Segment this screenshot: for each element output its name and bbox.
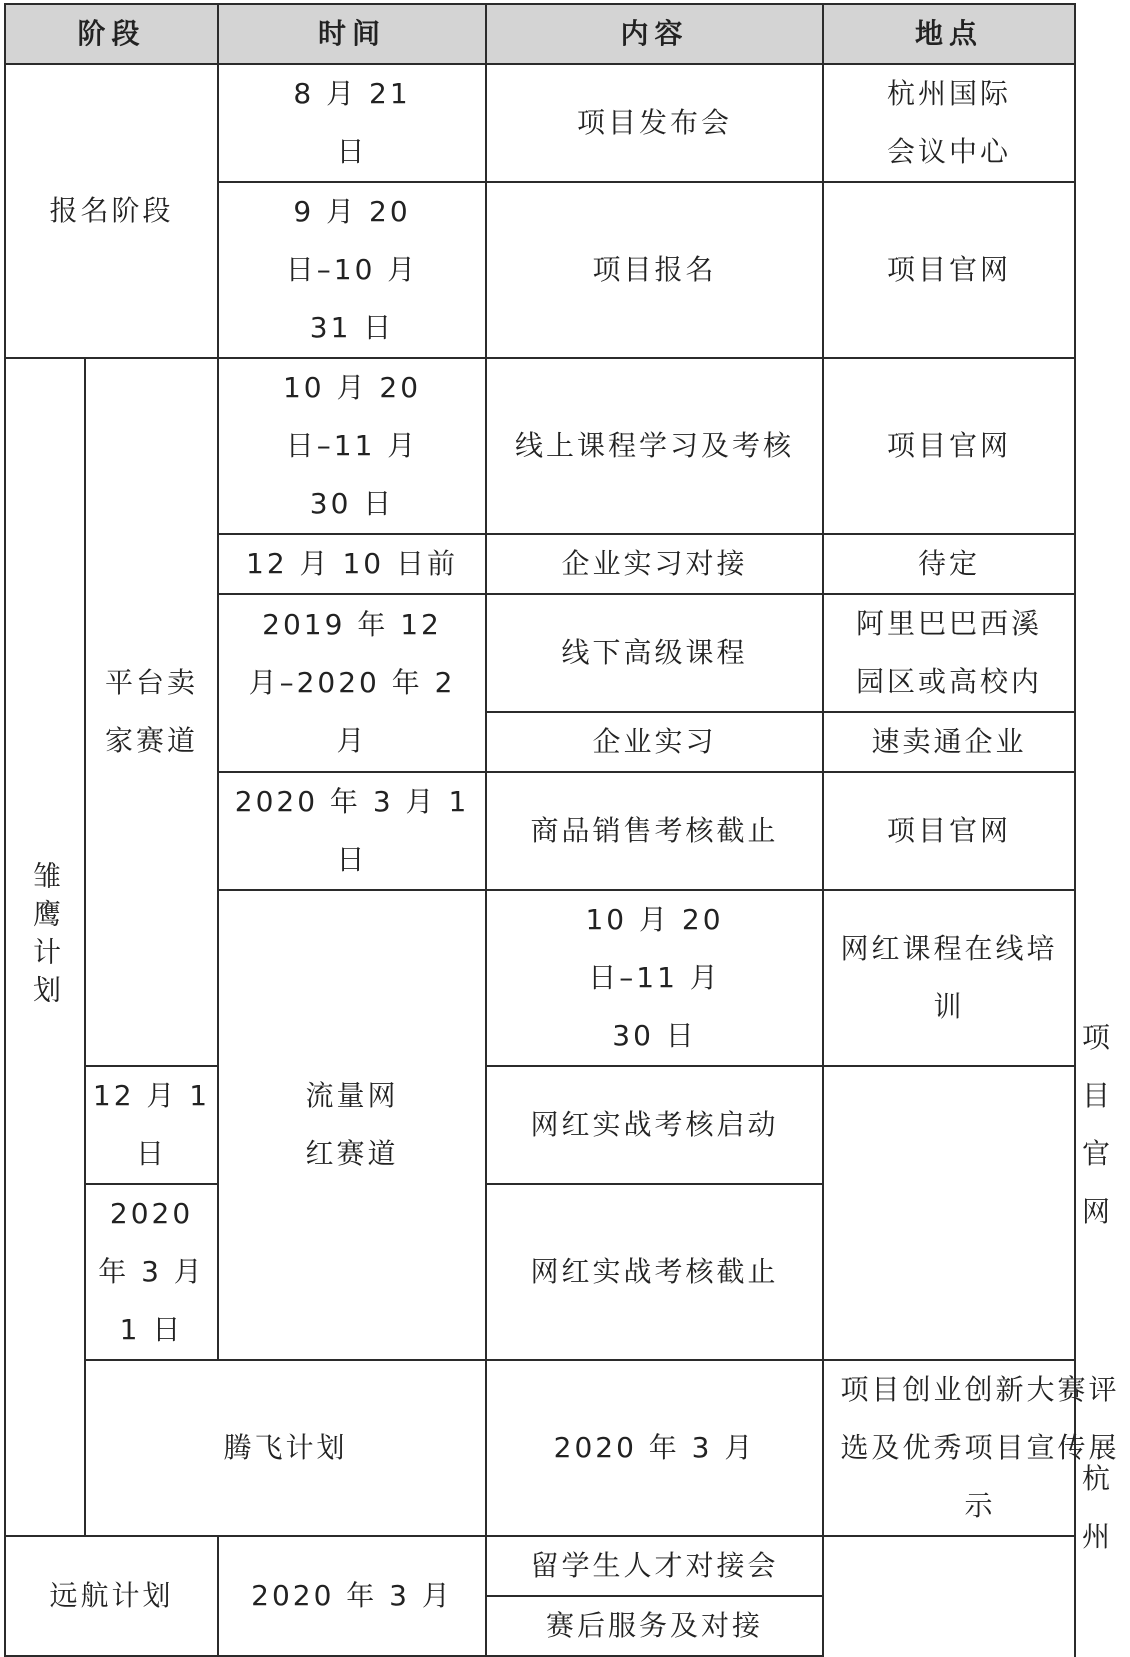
- time-cell: 2020 年 3 月: [218, 1536, 486, 1656]
- time-cell: 10 月 20 日–11 月 30 日: [218, 358, 486, 534]
- content-cell: 网红实战考核截止: [486, 1184, 823, 1360]
- track-influencer: 流量网红赛道: [218, 890, 486, 1360]
- header-place: 地点: [823, 4, 1075, 64]
- time-cell: 2020 年 3 月: [486, 1360, 823, 1536]
- content-cell: 赛后服务及对接: [486, 1596, 823, 1656]
- content-cell: 项目发布会: [486, 64, 823, 182]
- time-cell: 12 月 1 日: [85, 1066, 218, 1184]
- schedule-table: [4, 3, 1120, 1657]
- table-row: 腾飞计划 2020 年 3 月 项目创业创新大赛评选及优秀项目宣传展示 杭州: [5, 1360, 1075, 1536]
- place-cell: 项目官网: [823, 358, 1075, 534]
- table-row: [5, 1536, 1075, 1596]
- content-cell: 网红实战考核启动: [486, 1066, 823, 1184]
- header-stage: 阶段: [5, 4, 218, 64]
- table-row: 流量网红赛道 10 月 20 日–11 月 30 日 网红课程在线培训 项目官网: [5, 890, 1075, 1066]
- time-cell: 12 月 10 日前: [218, 534, 486, 594]
- header-row: [5, 4, 1075, 64]
- stage-registration: 报名阶段: [5, 64, 218, 358]
- time-cell: 10 月 20 日–11 月 30 日: [486, 890, 823, 1066]
- time-cell: 2020 年 3 月 1 日: [85, 1184, 218, 1360]
- plan-yuanhang: 远航计划: [5, 1536, 218, 1656]
- content-cell: 线下高级课程: [486, 594, 823, 712]
- content-cell: 项目报名: [486, 182, 823, 358]
- plan-tengfei: 腾飞计划: [85, 1360, 486, 1536]
- content-cell: 项目创业创新大赛评选及优秀项目宣传展示: [823, 1360, 1075, 1536]
- content-cell: 线上课程学习及考核: [486, 358, 823, 534]
- content-cell: 企业实习对接: [486, 534, 823, 594]
- place-cell: 速卖通企业: [823, 712, 1075, 772]
- content-cell: 网红课程在线培训: [823, 890, 1075, 1066]
- table-row: [5, 64, 1075, 182]
- place-cell: 项目官网: [823, 772, 1075, 890]
- plan-weiying: 雏鹰计划: [5, 358, 85, 1536]
- time-cell: 9 月 20 日–10 月 31 日: [218, 182, 486, 358]
- place-cell: 待定: [823, 534, 1075, 594]
- content-cell: 企业实习: [486, 712, 823, 772]
- table-row: [5, 358, 1075, 534]
- time-cell: 2019 年 12 月–2020 年 2 月: [218, 594, 486, 772]
- place-cell: 阿里巴巴西溪园区或高校内: [823, 594, 1075, 712]
- place-cell: 项目官网: [823, 182, 1075, 358]
- header-content: 内容: [486, 4, 823, 64]
- table-row: [5, 1066, 1075, 1184]
- track-platform: 平台卖家赛道: [85, 358, 218, 1066]
- content-cell: 商品销售考核截止: [486, 772, 823, 890]
- header-time: 时间: [218, 4, 486, 64]
- place-cell: 杭州国际会议中心: [823, 64, 1075, 182]
- time-cell: 8 月 21 日: [218, 64, 486, 182]
- content-cell: 留学生人才对接会: [486, 1536, 823, 1596]
- table-row: [5, 1184, 1075, 1360]
- time-cell: 2020 年 3 月 1 日: [218, 772, 486, 890]
